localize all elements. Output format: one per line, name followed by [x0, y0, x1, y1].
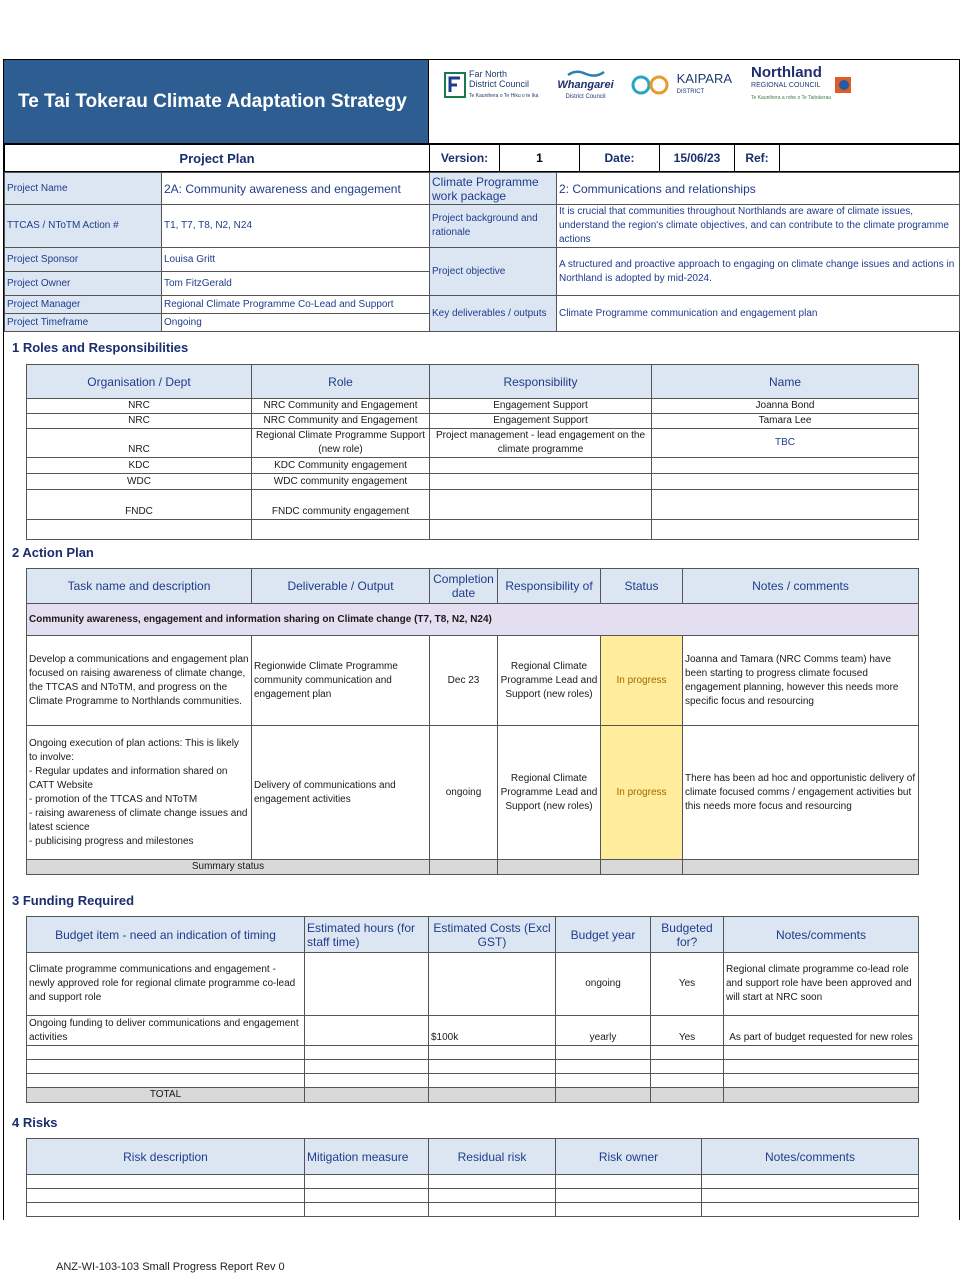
total-cell	[429, 1088, 556, 1103]
roles-cell-org	[27, 520, 252, 540]
funding-cost	[429, 953, 556, 1016]
summary-status-label: Summary status	[27, 860, 430, 875]
task-line: - raising awareness of climate change issues and latest science	[29, 807, 248, 833]
risks-table	[26, 1138, 919, 1217]
background-value[interactable]: It is crucial that communities throughout Northlands are aware of climate issues, understand the region's climate objectives, and can contribute to the climate programme actions	[557, 205, 960, 248]
table-row	[27, 458, 919, 474]
funding-budgeted: Yes	[651, 1016, 724, 1046]
risks-col-header: Risk description	[27, 1139, 305, 1175]
project-info-grid	[4, 172, 960, 332]
total-cell	[305, 1088, 429, 1103]
roles-table	[26, 364, 919, 540]
ref-value[interactable]	[780, 145, 960, 172]
background-label: Project background and rationale	[430, 205, 557, 248]
action-plan-heading: 2 Action Plan	[12, 545, 94, 560]
far-north-icon	[444, 72, 466, 98]
table-row	[27, 726, 919, 860]
status-badge: In progress	[601, 636, 683, 726]
table-row	[27, 1189, 919, 1203]
logo-text: District Council	[565, 93, 606, 100]
kaipara-swirl-icon	[630, 74, 674, 96]
roles-cell-role: NRC Community and Engagement	[252, 399, 430, 414]
kaipara-logo	[630, 70, 733, 97]
roles-cell-resp: Engagement Support	[430, 414, 652, 429]
council-logos	[444, 64, 944, 106]
action-task: Develop a communications and engagement plan focused on raising awareness of climate change, the TTCAS and NToTM, and progress on the Climate Programme to Northlands communities.	[27, 636, 252, 726]
action-col-header: Task name and description	[27, 569, 252, 604]
table-row	[27, 1074, 919, 1088]
funding-hours	[305, 953, 429, 1016]
action-col-header: Notes / comments	[683, 569, 919, 604]
risks-col-header: Mitigation measure	[305, 1139, 429, 1175]
deliverables-value[interactable]: Climate Programme communication and engagement plan	[557, 296, 960, 332]
table-row	[27, 1046, 919, 1060]
logo-text: Te Kaunihera a rohe o Te Taitokerau	[751, 94, 832, 101]
roles-cell-role: KDC Community engagement	[252, 458, 430, 474]
project-name-label: Project Name	[5, 173, 162, 205]
roles-cell-resp	[430, 458, 652, 474]
summary-cell	[601, 860, 683, 875]
funding-col-header: Estimated hours (for staff time)	[305, 917, 429, 953]
owner-label: Project Owner	[5, 272, 162, 296]
work-package-label: Climate Programme work package	[430, 173, 557, 205]
roles-heading: 1 Roles and Responsibilities	[12, 340, 189, 355]
roles-cell-resp	[430, 490, 652, 520]
roles-cell-org: WDC	[27, 474, 252, 490]
funding-budgeted: Yes	[651, 953, 724, 1016]
table-row	[27, 953, 919, 1016]
roles-cell-role: WDC community engagement	[252, 474, 430, 490]
logo-text: Whangarei	[557, 78, 614, 91]
far-north-logo	[444, 69, 538, 101]
table-row	[27, 636, 919, 726]
table-row	[27, 1016, 919, 1046]
roles-cell-resp	[430, 520, 652, 540]
task-line: - publicising progress and milestones	[29, 835, 194, 847]
roles-cell-name: Tamara Lee	[652, 414, 919, 429]
objective-label: Project objective	[430, 248, 557, 296]
action-col-header: Completion date	[430, 569, 498, 604]
risks-heading: 4 Risks	[12, 1115, 58, 1130]
action-deliverable: Delivery of communications and engagement activities	[252, 726, 430, 860]
action-plan-table	[26, 568, 919, 875]
sponsor-label: Project Sponsor	[5, 248, 162, 272]
total-cell	[724, 1088, 919, 1103]
version-label: Version:	[430, 145, 500, 172]
logo-text: District Council	[469, 79, 530, 89]
logo-text: Far North	[469, 69, 508, 79]
roles-col-header: Responsibility	[430, 365, 652, 399]
action-col-header: Status	[601, 569, 683, 604]
logo-text: DISTRICT	[676, 88, 705, 95]
plan-title: Project Plan	[5, 145, 430, 172]
roles-cell-resp: Engagement Support	[430, 399, 652, 414]
funding-col-header: Budget year	[556, 917, 651, 953]
strategy-title: Te Tai Tokerau Climate Adaptation Strategy	[4, 60, 429, 143]
task-line: - promotion of the TTCAS and NToTM	[29, 793, 198, 805]
timeframe-value[interactable]: Ongoing	[162, 314, 430, 332]
objective-value[interactable]: A structured and proactive approach to engaging on climate change issues and actions in Northland is adopted by mid-2024.	[557, 248, 960, 296]
table-row	[27, 1175, 919, 1189]
manager-label: Project Manager	[5, 296, 162, 314]
total-cell	[556, 1088, 651, 1103]
action-notes: Joanna and Tamara (NRC Comms team) have been starting to progress climate focused engagement planning, however this needs more specific focus and resourcing	[683, 636, 919, 726]
funding-year: yearly	[556, 1016, 651, 1046]
roles-cell-resp: Project management - lead engagement on the climate programme	[430, 429, 652, 458]
timeframe-label: Project Timeframe	[5, 314, 162, 332]
table-row	[27, 490, 919, 520]
roles-cell-name	[652, 458, 919, 474]
logo-text: REGIONAL COUNCIL	[751, 81, 821, 89]
owner-value[interactable]: Tom FitzGerald	[162, 272, 430, 296]
table-row	[27, 414, 919, 429]
action-date: ongoing	[430, 726, 498, 860]
logo-text: Northland	[751, 63, 822, 81]
date-label: Date:	[580, 145, 660, 172]
roles-cell-role: Regional Climate Programme Support (new role)	[252, 429, 430, 458]
roles-cell-role	[252, 520, 430, 540]
summary-cell	[683, 860, 919, 875]
roles-col-header: Name	[652, 365, 919, 399]
logo-text: KAIPARA	[676, 70, 733, 86]
funding-col-header: Budgeted for?	[651, 917, 724, 953]
funding-col-header: Notes/comments	[724, 917, 919, 953]
plan-row	[4, 144, 960, 172]
version-value[interactable]: 1	[500, 145, 580, 172]
work-package-value[interactable]: 2: Communications and relationships	[557, 173, 960, 205]
roles-cell-org: NRC	[27, 414, 252, 429]
roles-col-header: Organisation / Dept	[27, 365, 252, 399]
action-group-row: Community awareness, engagement and information sharing on Climate change (T7, T8, N2, N24)	[27, 604, 919, 636]
action-col-header: Deliverable / Output	[252, 569, 430, 604]
ref-label: Ref:	[735, 145, 780, 172]
deliverables-label: Key deliverables / outputs	[430, 296, 557, 332]
risks-col-header: Notes/comments	[702, 1139, 919, 1175]
funding-notes: Regional climate programme co-lead role and support role have been approved and will start at NRC soon	[724, 953, 919, 1016]
funding-year: ongoing	[556, 953, 651, 1016]
total-cell	[651, 1088, 724, 1103]
funding-item: Ongoing funding to deliver communications and engagement activities	[27, 1016, 305, 1046]
summary-cell	[498, 860, 601, 875]
project-name-value[interactable]: 2A: Community awareness and engagement	[162, 173, 430, 205]
roles-cell-name: TBC	[652, 429, 919, 458]
table-row	[27, 520, 919, 540]
summary-cell	[430, 860, 498, 875]
action-responsibility: Regional Climate Programme Lead and Support (new roles)	[498, 636, 601, 726]
northland-logo	[748, 63, 853, 103]
roles-cell-resp	[430, 474, 652, 490]
project-plan-sheet	[3, 59, 960, 1220]
header	[4, 60, 959, 144]
roles-cell-org: NRC	[27, 399, 252, 414]
whangarei-wave-icon	[566, 69, 606, 78]
funding-table	[26, 916, 919, 1103]
action-task	[27, 726, 252, 860]
roles-cell-name	[652, 520, 919, 540]
action-notes: There has been ad hoc and opportunistic delivery of climate focused comms / engagement activities but this needs more focus and resourcing	[683, 726, 919, 860]
roles-col-header: Role	[252, 365, 430, 399]
status-badge: In progress	[601, 726, 683, 860]
funding-total-label: TOTAL	[27, 1088, 305, 1103]
funding-col-header: Estimated Costs (Excl GST)	[429, 917, 556, 953]
task-line: Ongoing execution of plan actions: This is likely to involve:	[29, 737, 239, 763]
funding-heading: 3 Funding Required	[12, 893, 135, 908]
roles-cell-org: KDC	[27, 458, 252, 474]
action-deliverable: Regionwide Climate Programme community communication and engagement plan	[252, 636, 430, 726]
risks-col-header: Risk owner	[556, 1139, 702, 1175]
funding-hours	[305, 1016, 429, 1046]
funding-col-header: Budget item - need an indication of timing	[27, 917, 305, 953]
risks-col-header: Residual risk	[429, 1139, 556, 1175]
funding-notes: As part of budget requested for new roles	[724, 1016, 919, 1046]
action-date: Dec 23	[430, 636, 498, 726]
whangarei-logo	[554, 69, 613, 102]
northland-icon	[833, 75, 853, 95]
roles-cell-name	[652, 490, 919, 520]
table-row	[27, 1203, 919, 1217]
manager-value[interactable]: Regional Climate Programme Co-Lead and Support	[162, 296, 430, 314]
roles-cell-role: FNDC community engagement	[252, 490, 430, 520]
table-row	[27, 429, 919, 458]
roles-cell-org: NRC	[27, 429, 252, 458]
roles-cell-name	[652, 474, 919, 490]
funding-cost: $100k	[429, 1016, 556, 1046]
funding-item: Climate programme communications and engagement - newly approved role for regional climate programme co-lead and support role	[27, 953, 305, 1016]
action-col-header: Responsibility of	[498, 569, 601, 604]
roles-cell-name: Joanna Bond	[652, 399, 919, 414]
document-footer: ANZ-WI-103-103 Small Progress Report Rev 0	[56, 1261, 285, 1273]
sponsor-value[interactable]: Louisa Gritt	[162, 248, 430, 272]
roles-cell-role: NRC Community and Engagement	[252, 414, 430, 429]
table-row	[27, 474, 919, 490]
table-row	[27, 399, 919, 414]
roles-cell-org: FNDC	[27, 490, 252, 520]
table-row	[27, 1060, 919, 1074]
task-line: - Regular updates and information shared on CATT Website	[29, 765, 228, 791]
action-responsibility: Regional Climate Programme Lead and Support (new roles)	[498, 726, 601, 860]
logo-text: Te Kaunihera o Te Hiku o te Ika	[469, 93, 539, 99]
action-value[interactable]: T1, T7, T8, N2, N24	[162, 205, 430, 248]
date-value[interactable]: 15/06/23	[660, 145, 735, 172]
action-label: TTCAS / NToTM Action #	[5, 205, 162, 248]
